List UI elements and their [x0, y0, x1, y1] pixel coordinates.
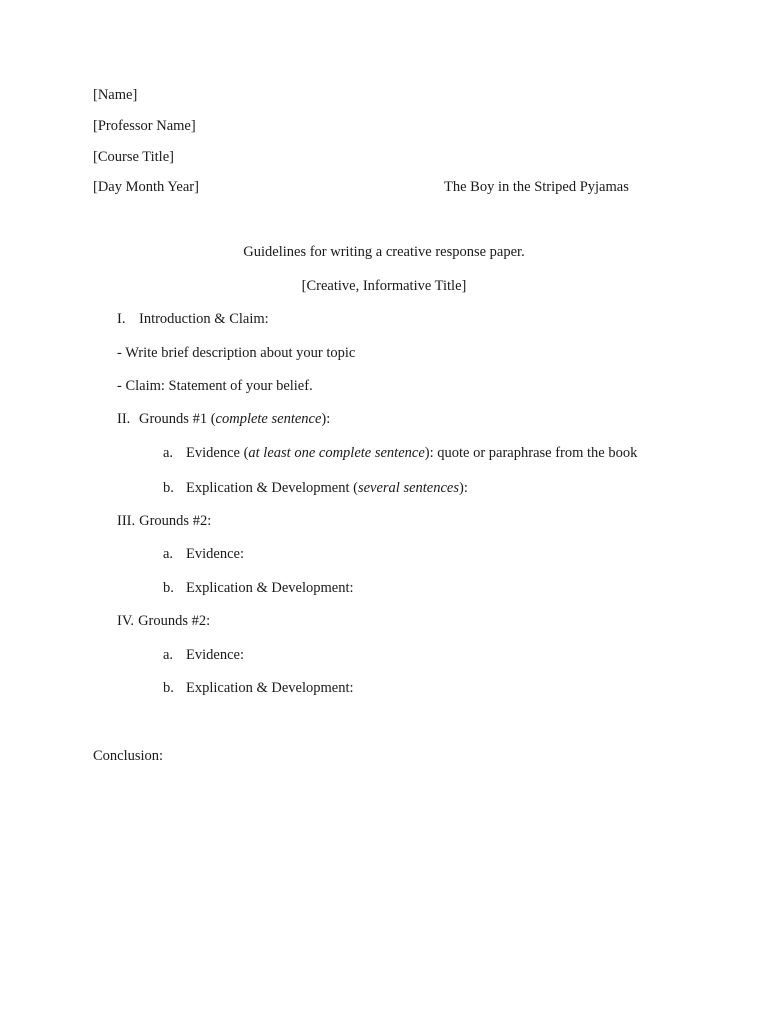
grounds-1-evidence	[163, 444, 637, 462]
grounds-2-explication	[163, 579, 354, 597]
sub-marker: a.	[163, 445, 174, 461]
explication-italic: several sentences	[357, 480, 460, 496]
intro-note-claim: - Claim: Statement of your belief.	[117, 378, 313, 394]
explication-label: Explication & Development:	[186, 680, 354, 696]
outline-item-grounds-3	[117, 612, 210, 630]
outline-label: Grounds #2:	[139, 513, 212, 529]
outline-label: Introduction & Claim:	[139, 311, 269, 327]
grounds-1-explication	[163, 479, 468, 497]
intro-note-description: - Write brief description about your topic	[117, 345, 356, 361]
explication-label: Explication & Development:	[186, 580, 354, 596]
outline-numeral: IV.	[117, 613, 135, 629]
outline-label: Grounds #2:	[138, 613, 211, 629]
outline-numeral: III.	[117, 513, 136, 529]
sub-marker: b.	[163, 580, 174, 596]
outline-item-intro	[117, 310, 269, 328]
outline-numeral: I.	[117, 311, 126, 327]
evidence-label: Evidence:	[186, 546, 244, 562]
grounds-3-evidence	[163, 646, 244, 664]
paper-subtitle: [Creative, Informative Title]	[301, 278, 467, 294]
student-name: [Name]	[93, 87, 138, 103]
evidence-post: ): quote or paraphrase from the book	[424, 445, 638, 461]
sub-marker: b.	[163, 680, 174, 696]
outline-label-pre: Grounds #1 (	[139, 411, 216, 427]
course-title: [Course Title]	[93, 149, 174, 165]
explication-post: ):	[459, 480, 468, 496]
sub-marker: a.	[163, 546, 174, 562]
outline-label-post: ):	[321, 411, 331, 427]
outline-item-grounds-2	[117, 512, 211, 530]
conclusion-heading: Conclusion:	[93, 748, 164, 764]
grounds-3-explication	[163, 679, 354, 697]
explication-pre: Explication & Development (	[186, 480, 358, 496]
outline-label-italic: complete sentence	[215, 411, 322, 427]
book-title: The Boy in the Striped Pyjamas	[444, 179, 629, 195]
page-heading: Guidelines for writing a creative response paper.	[243, 244, 525, 260]
grounds-2-evidence	[163, 545, 244, 563]
outline-numeral: II.	[117, 411, 131, 427]
evidence-label: Evidence:	[186, 647, 244, 663]
evidence-pre: Evidence (	[186, 445, 249, 461]
sub-marker: a.	[163, 647, 174, 663]
sub-marker: b.	[163, 480, 174, 496]
date-line: [Day Month Year]	[93, 179, 199, 195]
professor-name: [Professor Name]	[93, 118, 196, 134]
outline-item-grounds-1	[117, 410, 330, 428]
evidence-italic: at least one complete sentence	[248, 445, 425, 461]
